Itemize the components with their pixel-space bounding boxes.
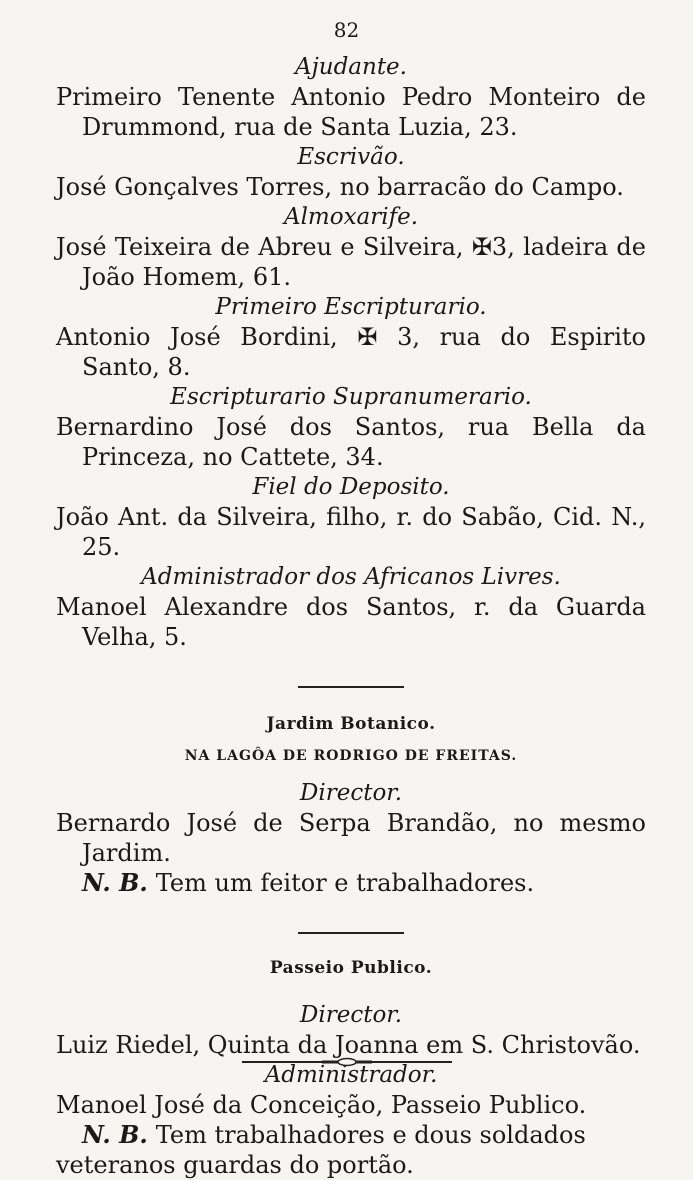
jardim-nb — [56, 868, 646, 898]
staff-entry-fiel-do-deposito — [56, 472, 646, 562]
section-heading-passeio: Passeio Publico. — [269, 958, 433, 978]
nb-label: N. B. — [82, 868, 148, 897]
staff-entry-administrador — [56, 562, 646, 652]
jardim-director-title: Director. — [299, 780, 403, 806]
ornament-rule-icon — [242, 1056, 452, 1068]
staff-entry-ajudante — [56, 52, 646, 142]
nb-text: Tem trabalhadores e dous soldados veteranos guardas do portão. — [56, 1121, 586, 1179]
passeio-nb — [56, 1120, 646, 1180]
entry-title: Primeiro Escripturario. — [215, 294, 487, 320]
staff-entry-escripturario-supranumerario — [56, 382, 646, 472]
entry-text — [56, 322, 646, 382]
staff-entry-primeiro-escripturario — [56, 292, 646, 382]
passeio-admin-text: Manoel José da Conceição, Passeio Publico. — [56, 1091, 587, 1119]
entry-title: Almoxarife. — [283, 204, 419, 230]
section-heading-jardim: Jardim Botanico. — [266, 714, 436, 734]
entry-text: Manoel Alexandre dos Santos, r. da Guarda Velha, 5. — [56, 593, 646, 651]
staff-entry-almoxarife — [56, 202, 646, 292]
entry-text: Bernardino José dos Santos, rua Bella da Princeza, no Cattete, 34. — [56, 413, 646, 471]
entry-text-before: José Teixeira de Abreu e Silveira, — [56, 233, 464, 261]
entry-text: João Ant. da Silveira, filho, r. do Sabão, Cid. N., 25. — [56, 503, 646, 561]
nb-label: N. B. — [82, 1120, 148, 1149]
nb-text: Tem um feitor e trabalhadores. — [155, 869, 535, 897]
entry-title: Fiel do Deposito. — [252, 474, 450, 500]
passeio-director-title: Director. — [299, 1002, 403, 1028]
passeio-director-text: Luiz Riedel, Quinta da Joanna em S. Christovão. — [56, 1031, 641, 1059]
entry-title: Administrador dos Africanos Livres. — [141, 564, 561, 590]
entry-title: Escripturario Supranumerario. — [170, 384, 532, 410]
entry-text: José Gonçalves Torres, no barracão do Campo. — [56, 173, 624, 201]
order-cross-icon: ✠ — [357, 323, 378, 351]
entry-text-after: 3, ladeira de João Homem, 61. — [82, 233, 646, 291]
passeio-admin-title: Administrador. — [264, 1062, 438, 1088]
jardim-director-text: Bernardo José de Serpa Brandão, no mesmo Jardim. — [56, 809, 646, 867]
entry-text-after: 3, rua do Espirito Santo, 8. — [82, 323, 647, 381]
page-content — [56, 52, 646, 1180]
staff-entry-escrivao — [56, 142, 646, 202]
entry-text: Primeiro Tenente Antonio Pedro Monteiro de Drummond, rua de Santa Luzia, 23. — [56, 83, 646, 141]
order-cross-icon: ✠ — [471, 233, 492, 261]
section-subheading-jardim: NA LAGÔA DE RODRIGO DE FREITAS. — [184, 748, 518, 764]
entry-text-before: Antonio José Bordini, — [56, 323, 338, 351]
entry-title: Escrivão. — [297, 144, 405, 170]
page-number: 82 — [333, 18, 360, 42]
end-ornament — [0, 1053, 693, 1072]
entry-text — [56, 232, 646, 292]
entry-title: Ajudante. — [295, 54, 407, 80]
